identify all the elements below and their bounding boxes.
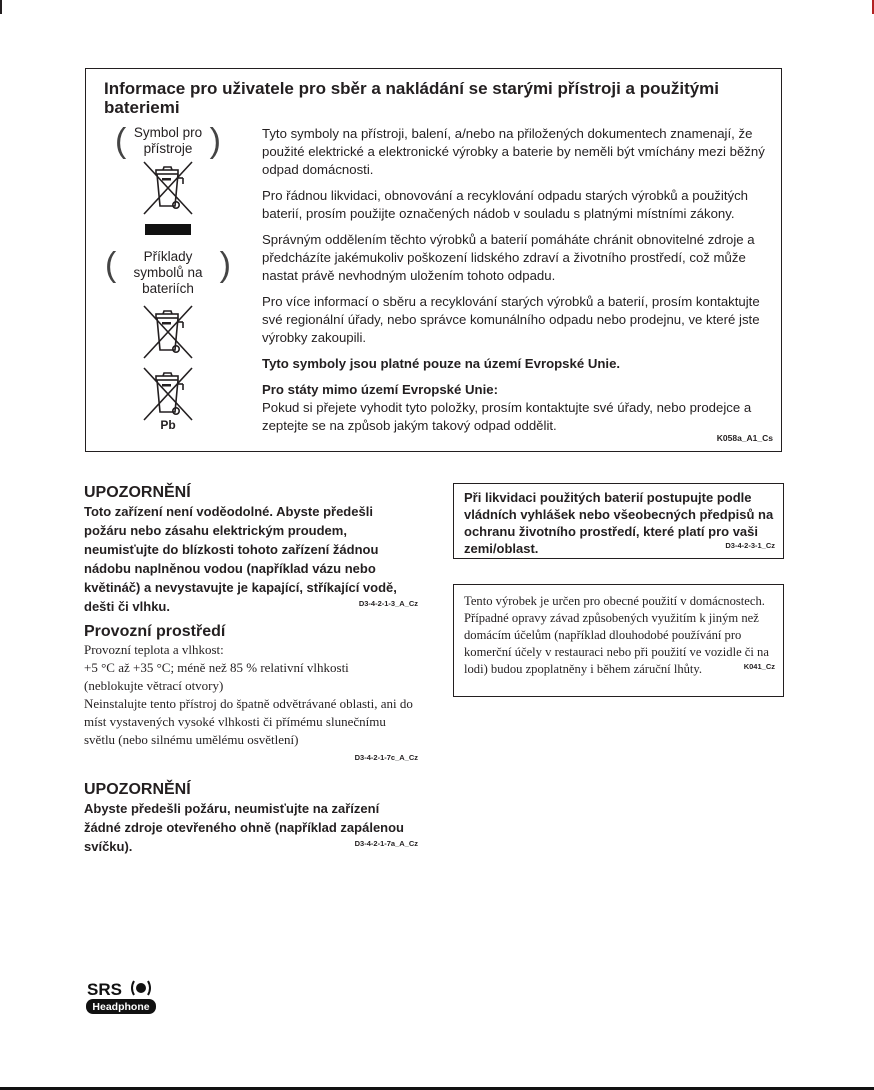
weee-paragraph: Pro řádnou likvidaci, obnovování a recyklování odpadu starých výrobků a použitých baterií, prosím použijte označených nádob v souladu s platnými místními zákony.: [262, 188, 749, 221]
doc-code: D3-4-2-3-1_Cz: [725, 541, 775, 550]
battery-disposal-text: [464, 489, 775, 557]
crossed-bin-battery-icon: [138, 302, 198, 360]
household-use-box: [453, 584, 784, 697]
eu-only-note: Tyto symboly jsou platné pouze na území Evropské Unie.: [262, 356, 621, 371]
weee-paragraph: Tyto symboly na přístroji, balení, a/nebo na přiložených dokumentech znamenají, že použité elektrické a elektronické výrobky a baterie by neměli být vmíchány mezi běžný odpad domácnosti.: [262, 126, 765, 177]
caution-text: [84, 799, 418, 856]
caution-heading: UPOZORNĚNÍ: [84, 781, 191, 798]
environment-line: +5 °C až +35 °C; méně než 85 % relativní vlhkosti: [84, 660, 349, 675]
device-symbol-label: ( Symbol pro přístroje ): [119, 125, 217, 157]
environment-line: (neblokujte větrací otvory): [84, 678, 224, 693]
doc-code: K041_Cz: [743, 662, 775, 671]
weee-title: Informace pro uživatele pro sběr a nakládání se starými přístroji a použitými bateriemi: [104, 79, 720, 117]
household-use-body: Tento výrobek je určen pro obecné použití v domácnostech. Případné opravy závad způsobených využitím k jiným než domácím účelům (například dlouhodobé používání pro komerční účely v restauraci nebo při použití ve vozidle či na lodi) budou zpoplatněny i během záruční lhůty.: [464, 594, 769, 676]
battery-symbol-label: ( Příklady symbolů na bateriích ): [109, 249, 227, 297]
weee-paragraph: Správným oddělením těchto výrobků a baterií pomáháte chránit obnovitelné zdroje a předcházíte jakémukoliv poškození lidského zdraví a životního prostředí, což může nastat právě nevhodným uložením tohoto odpadu.: [262, 232, 755, 283]
environment-line: Neinstalujte tento přístroj do špatně odvětrávané oblasti, ani do míst vystavených vysoké vlhkosti či přímému slunečnímu světlu (nebo silnému umělému osvětlení): [84, 696, 413, 747]
caution-heading: UPOZORNĚNÍ: [84, 484, 191, 501]
caution-fire-section: [84, 781, 418, 856]
caution-text: [84, 502, 418, 616]
caution-water-section: [84, 484, 418, 616]
crossed-bin-icon: [138, 158, 198, 216]
household-use-text: [464, 593, 775, 678]
battery-disposal-box: [453, 483, 784, 559]
weee-info-box: [85, 68, 782, 452]
environment-heading: Provozní prostředí: [84, 623, 226, 640]
environment-section: [84, 623, 418, 762]
non-eu-text: Pokud si přejete vyhodit tyto položky, prosím kontaktujte své úřady, nebo prodejce a zeptejte se na způsob jakým takový odpad oddělit.: [262, 400, 752, 433]
doc-code: D3-4-2-1-7c_A_Cz: [354, 753, 418, 762]
weee-text: [262, 125, 772, 443]
srs-logo-text: SRS: [87, 980, 122, 999]
doc-code: D3-4-2-1-3_A_Cz: [358, 599, 418, 608]
symbol-column: [98, 125, 238, 432]
battery-disposal-body: Při likvidaci použitých baterií postupujte podle vládních vyhlášek nebo všeobecných předpisů na ochranu životního prostředí, které platí pro vaši zemi/oblast.: [464, 490, 774, 556]
caution-body: Toto zařízení není voděodolné. Abyste předešli požáru nebo zásahu elektrickým proudem, neumisťujte do blízkosti tohoto zařízení žádnou nádobu naplněnou vodou (například vázu nebo květináč) a nevystavujte je kapající, stříkající vodě, dešti či vlhku.: [84, 504, 397, 614]
crossed-bin-pb-icon: [138, 364, 198, 422]
non-eu-heading: Pro státy mimo území Evropské Unie:: [262, 382, 498, 397]
weee-paragraph: Pro více informací o sběru a recyklování starých výrobků a baterií, prosím kontaktujte své regionální úřady, nebo správce komunálního odpadu nebo prodejnu, ve které jste výrobky zakoupili.: [262, 294, 760, 345]
crop-mark-left: [0, 0, 2, 14]
doc-code: D3-4-2-1-7a_A_Cz: [354, 839, 418, 848]
pb-label: Pb: [160, 418, 176, 432]
environment-line: Provozní teplota a vlhkost:: [84, 642, 224, 657]
srs-logo-subtext: Headphone: [92, 1001, 150, 1013]
black-bar-mark: [145, 224, 191, 235]
doc-code: K058a_A1_Cs: [716, 433, 773, 443]
environment-body: [84, 641, 418, 749]
srs-headphone-logo: [86, 978, 158, 1018]
caution-body: Abyste předešli požáru, neumisťujte na zařízení žádné zdroje otevřeného ohně (například zapálenou svíčku).: [84, 801, 404, 854]
